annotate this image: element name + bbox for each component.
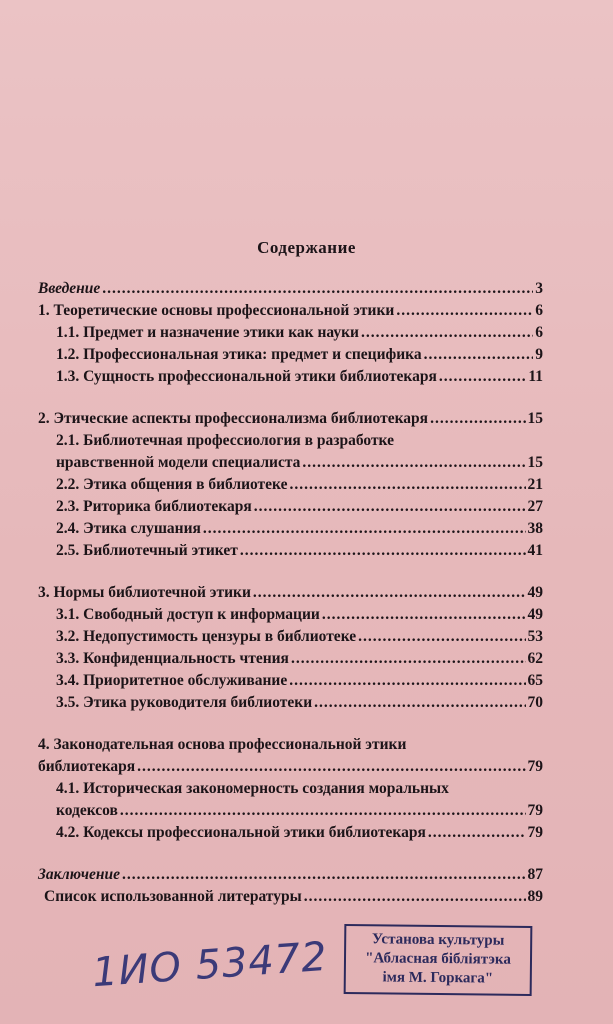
toc-entry-1-3: 1.3. Сущность профессиональной этики библиотекаря ..... 11 — [56, 368, 543, 386]
toc-entry-2-3: 2.3. Риторика библиотекаря ..... 27 — [56, 498, 543, 516]
handwritten-inventory-number: 1ИО 53472 — [90, 933, 330, 997]
toc-entry-2-2: 2.2. Этика общения в библиотеке ..... 21 — [56, 476, 543, 494]
toc-entry-chapter-3: 3. Нормы библиотечной этики ..... 49 — [38, 584, 543, 602]
toc-entry-3-1: 3.1. Свободный доступ к информации ..... 49 — [56, 606, 543, 624]
toc-entry-4-2: 4.2. Кодексы профессиональной этики библиотекаря ..... 79 — [56, 824, 543, 842]
toc-entry-chapter-4-line2: библиотекаря ..... 79 — [38, 758, 543, 776]
toc-entry-3-3: 3.3. Конфиденциальность чтения ..... 62 — [56, 650, 543, 668]
toc-entry-conclusion: Заключение ..... 87 — [38, 866, 543, 884]
stamp-line-1: Установа культуры — [371, 931, 505, 949]
toc-entry-4-1-line2: кодексов ..... 79 — [56, 802, 543, 820]
toc-entry-2-4: 2.4. Этика слушания ..... 38 — [56, 520, 543, 538]
toc-entry-chapter-4-line1: 4. Законодательная основа профессиональной этики — [38, 736, 407, 753]
stamp-line-3: імя М. Горкага" — [382, 969, 494, 987]
toc-entry-bibliography: Список использованной литературы ..... 89 — [44, 888, 543, 906]
toc-entry-2-1-line2: нравственной модели специалиста ..... 15 — [56, 454, 543, 472]
toc-entry-1-1: 1.1. Предмет и назначение этики как науки ..... 6 — [56, 324, 543, 342]
toc-entry-3-4: 3.4. Приоритетное обслуживание ..... 65 — [56, 672, 543, 690]
library-stamp — [344, 924, 533, 996]
toc-entry-introduction: Введение ..... 3 — [38, 280, 543, 298]
toc-entry-chapter-2: 2. Этические аспекты профессионализма библиотекаря ..... 15 — [38, 410, 543, 428]
toc-entry-4-1-line1: 4.1. Историческая закономерность создания моральных — [56, 780, 449, 797]
toc-entry-3-5: 3.5. Этика руководителя библиотеки ..... 70 — [56, 694, 543, 712]
toc-entry-chapter-1: 1. Теоретические основы профессиональной этики ..... 6 — [38, 302, 543, 320]
toc-entry-2-1-line1: 2.1. Библиотечная профессиология в разработке — [56, 432, 394, 449]
page-title: Содержание — [257, 238, 356, 257]
toc-entry-2-5: 2.5. Библиотечный этикет ..... 41 — [56, 542, 543, 560]
bleed-through-text — [40, 95, 580, 117]
toc-entry-1-2: 1.2. Профессиональная этика: предмет и специфика ..... 9 — [56, 346, 543, 364]
toc-entry-3-2: 3.2. Недопустимость цензуры в библиотеке ..... 53 — [56, 628, 543, 646]
stamp-line-2: "Абласная бібліятэка — [365, 950, 511, 968]
